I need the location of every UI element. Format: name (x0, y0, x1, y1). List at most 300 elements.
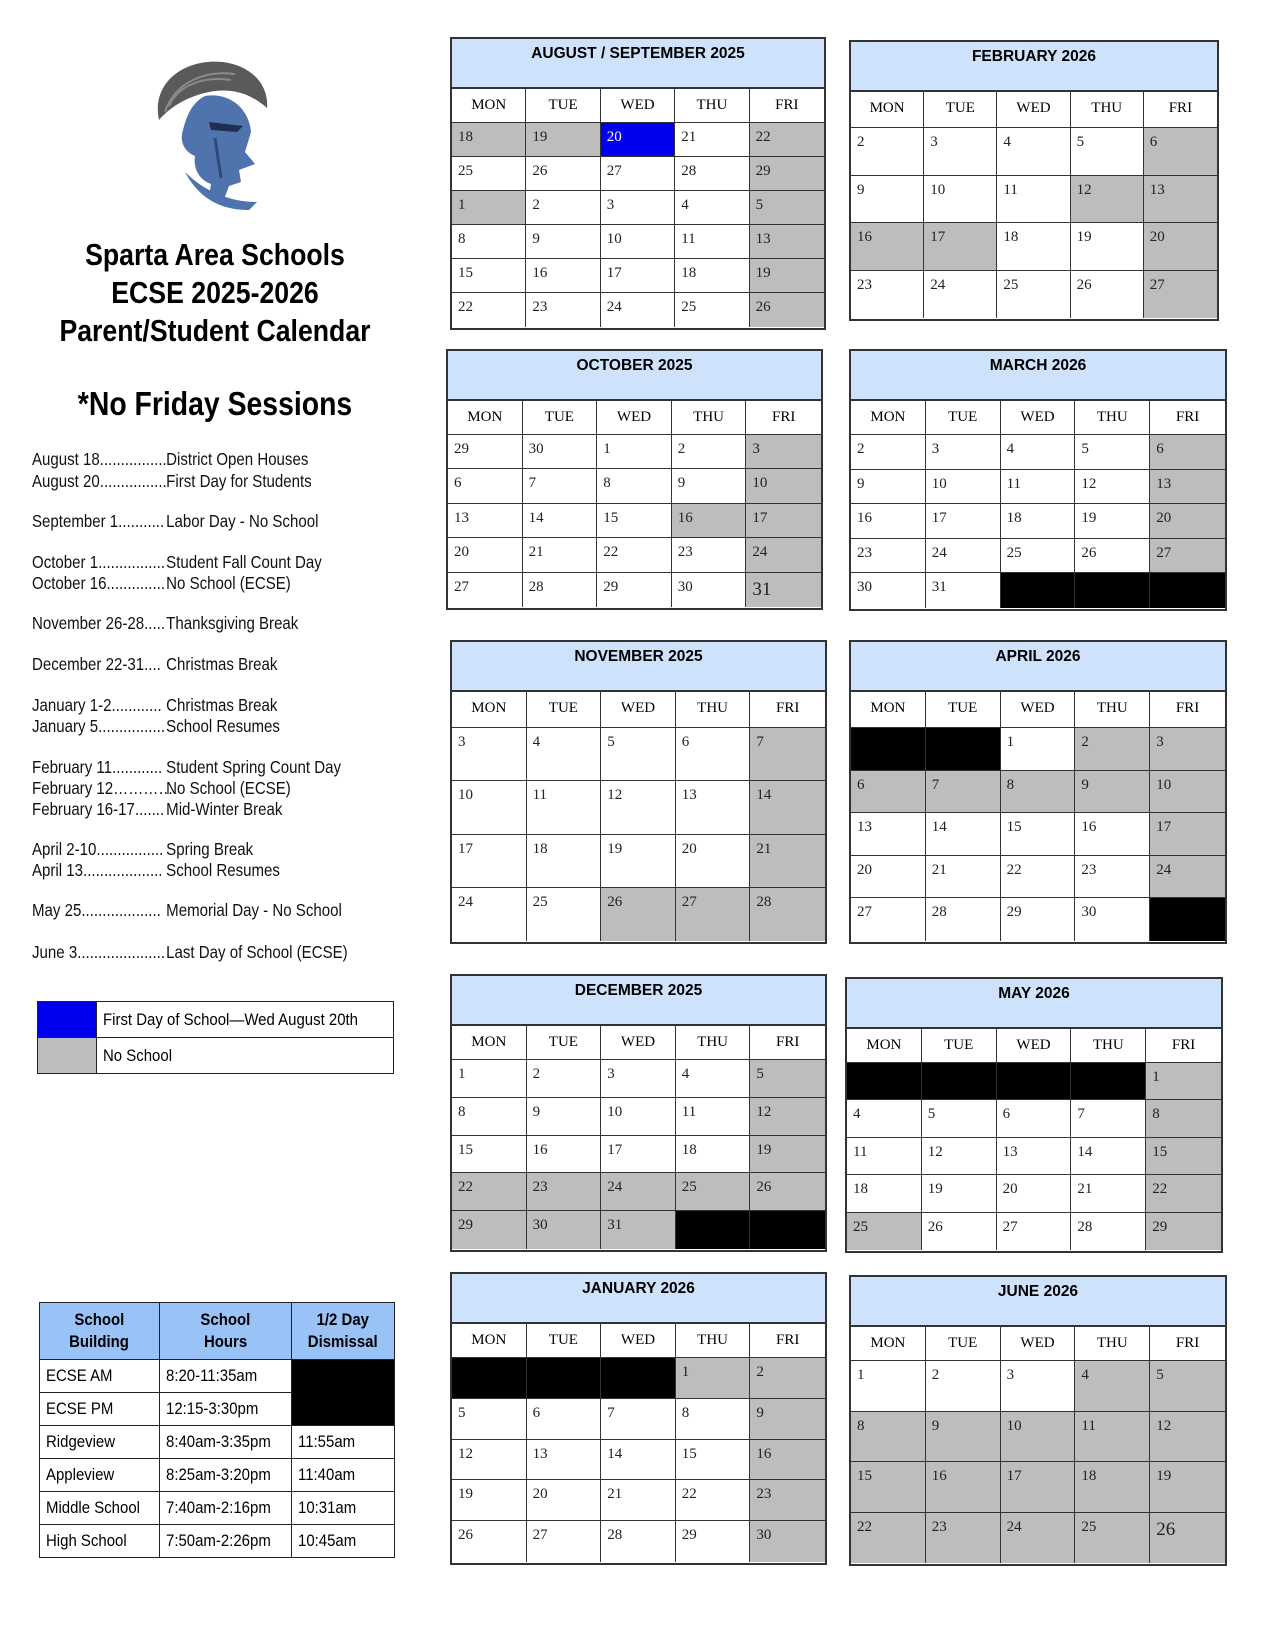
calendar-day: 18 (676, 1136, 751, 1174)
event-date: January 1-2 (32, 695, 112, 715)
calendar-day: 14 (523, 504, 598, 538)
legend-row (38, 1002, 394, 1038)
event-date: August 18 (32, 449, 100, 469)
event-leader-dots: ................ (98, 552, 166, 572)
calendar-day: 10 (601, 1098, 676, 1136)
weekday-header: MON (448, 401, 523, 435)
hours-cell (159, 1426, 291, 1459)
weekday-header: TUE (526, 89, 600, 123)
calendar-day: 27 (997, 1213, 1072, 1250)
calendar-day-blank (926, 728, 1001, 771)
calendar-dec (450, 974, 827, 1252)
calendar-day: 15 (851, 1462, 926, 1513)
calendar-day: 23 (851, 271, 924, 319)
header-half-day-dismissal (291, 1303, 394, 1360)
calendar-day: 23 (672, 538, 747, 572)
event-leader-dots: ............ (111, 695, 162, 715)
dismissal-cell (291, 1459, 394, 1492)
calendar-day: 31 (746, 573, 821, 607)
calendar-day: 30 (672, 573, 747, 607)
calendar-day: 10 (1001, 1412, 1076, 1463)
calendar-month-title: AUGUST / SEPTEMBER 2025 (452, 39, 824, 89)
calendar-day: 3 (926, 435, 1001, 470)
event-row (32, 695, 278, 716)
calendar-day: 15 (1146, 1138, 1221, 1175)
event-leader-dots: ................ (98, 716, 166, 736)
calendar-day: 14 (750, 781, 825, 834)
calendar-day: 26 (1150, 1513, 1225, 1564)
calendar-day: 2 (527, 1060, 602, 1098)
calendar-day: 30 (1075, 898, 1150, 941)
calendar-day: 10 (452, 781, 527, 834)
weekday-header: FRI (750, 1026, 825, 1060)
calendar-grid (452, 1324, 825, 1562)
calendar-day: 6 (1150, 435, 1225, 470)
calendar-day: 20 (1150, 504, 1225, 539)
calendar-day: 24 (926, 539, 1001, 574)
calendar-day: 19 (1150, 1462, 1225, 1513)
hours-value: 8:40am-3:35pm (165, 1432, 271, 1451)
weekday-header: MON (851, 1327, 926, 1361)
building-cell (40, 1459, 160, 1492)
calendar-day: 12 (601, 781, 676, 834)
calendar-day: 4 (1075, 1361, 1150, 1412)
hours-value: 8:25am-3:20pm (165, 1465, 271, 1484)
hours-cell (159, 1525, 291, 1558)
calendar-day: 5 (750, 191, 824, 225)
event-description: No School (ECSE) (166, 573, 291, 593)
event-leader-dots: ................ (99, 449, 167, 469)
calendar-day: 16 (851, 223, 924, 271)
weekday-header: THU (676, 1026, 751, 1060)
weekday-header: THU (1075, 692, 1150, 728)
weekday-header: TUE (527, 1324, 602, 1358)
calendar-day: 7 (601, 1399, 676, 1440)
dismissal-cell-blacked-out (291, 1360, 394, 1426)
event-description: No School (ECSE) (166, 778, 291, 798)
event-leader-dots: ................... (81, 900, 161, 920)
calendar-day: 27 (1150, 539, 1225, 574)
weekday-header: THU (676, 692, 751, 728)
calendar-day: 6 (448, 469, 523, 503)
weekday-header: WED (1001, 1327, 1076, 1361)
calendar-grid (851, 1327, 1225, 1563)
calendar-day: 4 (847, 1100, 922, 1137)
calendar-day: 31 (926, 573, 1001, 608)
calendar-day: 3 (601, 1060, 676, 1098)
calendar-day: 28 (926, 898, 1001, 941)
event-description: Memorial Day - No School (166, 900, 342, 920)
calendar-day: 19 (750, 1136, 825, 1174)
calendar-day: 2 (1075, 728, 1150, 771)
calendar-day: 1 (1146, 1063, 1221, 1100)
calendar-day: 20 (448, 538, 523, 572)
calendar-day: 9 (851, 176, 924, 224)
table-row (40, 1459, 395, 1492)
calendar-day: 29 (1001, 898, 1076, 941)
calendar-day: 23 (526, 293, 600, 327)
calendar-day: 17 (1001, 1462, 1076, 1513)
event-date: May 25 (32, 900, 82, 920)
legend-swatch-no-school (38, 1038, 97, 1074)
calendar-day: 24 (1150, 856, 1225, 899)
event-date: October 16 (32, 573, 107, 593)
building-cell (40, 1525, 160, 1558)
calendar-day: 19 (922, 1175, 997, 1212)
calendar-day: 5 (601, 728, 676, 781)
calendar-day: 4 (997, 128, 1070, 176)
building-cell (40, 1426, 160, 1459)
calendar-day: 11 (847, 1138, 922, 1175)
weekday-header: TUE (922, 1029, 997, 1063)
weekday-header: TUE (926, 692, 1001, 728)
legend-label-cell (97, 1038, 394, 1074)
calendar-day: 22 (452, 293, 526, 327)
calendar-day: 25 (676, 1173, 751, 1211)
calendar-day: 10 (746, 469, 821, 503)
event-date: January 5 (32, 716, 99, 736)
event-leader-dots: .... (144, 654, 161, 674)
calendar-day: 8 (1146, 1100, 1221, 1137)
event-row (32, 449, 309, 470)
event-date: December 22-31 (32, 654, 145, 674)
event-date: November 26-28 (32, 613, 145, 633)
calendar-day: 28 (1071, 1213, 1146, 1250)
weekday-header: THU (1071, 92, 1144, 128)
calendar-day: 28 (750, 888, 825, 941)
calendar-day: 27 (448, 573, 523, 607)
event-description: Christmas Break (166, 695, 278, 715)
calendar-day: 2 (526, 191, 600, 225)
calendar-day: 12 (922, 1138, 997, 1175)
calendar-grid (851, 401, 1225, 608)
calendar-day: 19 (526, 123, 600, 157)
calendar-day: 9 (526, 225, 600, 259)
event-date: February 11 (32, 757, 113, 777)
calendar-day: 16 (1075, 813, 1150, 856)
calendar-day: 9 (750, 1399, 825, 1440)
header-text: School (74, 1310, 125, 1329)
calendar-day: 15 (597, 504, 672, 538)
calendar-day-blank (676, 1211, 751, 1249)
calendar-day: 27 (676, 888, 751, 941)
calendar-day: 29 (1146, 1213, 1221, 1250)
header-text: Hours (203, 1332, 247, 1351)
calendar-day: 20 (851, 856, 926, 899)
calendar-month-title: JANUARY 2026 (452, 1274, 825, 1324)
building-name: Middle School (46, 1498, 140, 1517)
header-text: 1/2 Day (316, 1310, 370, 1329)
calendar-day: 19 (750, 259, 824, 293)
calendar-day: 11 (997, 176, 1070, 224)
weekday-header: MON (847, 1029, 922, 1063)
event-leader-dots: ………… (113, 778, 174, 798)
calendar-month-title: MARCH 2026 (851, 351, 1225, 401)
calendar-day: 16 (851, 504, 926, 539)
calendar-day: 27 (601, 157, 675, 191)
calendar-day: 14 (601, 1440, 676, 1481)
event-leader-dots: .............. (106, 573, 166, 593)
calendar-day: 29 (452, 1211, 527, 1249)
event-description: Thanksgiving Break (166, 613, 299, 633)
table-row (40, 1492, 395, 1525)
calendar-day: 13 (851, 813, 926, 856)
event-description: Last Day of School (ECSE) (166, 942, 348, 962)
calendar-day: 8 (597, 469, 672, 503)
event-date: February 12 (32, 778, 114, 798)
calendar-day: 1 (452, 191, 526, 225)
calendar-day: 20 (1144, 223, 1217, 271)
calendar-day: 3 (1150, 728, 1225, 771)
calendar-day-blank (527, 1358, 602, 1399)
calendar-day: 13 (676, 781, 751, 834)
calendar-day: 18 (527, 835, 602, 888)
calendar-day: 13 (448, 504, 523, 538)
calendar-day: 2 (672, 435, 747, 469)
event-row (32, 778, 291, 799)
calendar-day: 7 (523, 469, 598, 503)
event-description: Christmas Break (166, 654, 278, 674)
weekday-header: FRI (750, 692, 825, 728)
hours-cell (159, 1360, 291, 1393)
calendar-day-blank (922, 1063, 997, 1100)
calendar-day: 19 (601, 835, 676, 888)
event-date: April 13 (32, 860, 84, 880)
calendar-day: 18 (1075, 1462, 1150, 1513)
calendar-day: 29 (676, 1521, 751, 1562)
calendar-day: 5 (1071, 128, 1144, 176)
calendar-day: 21 (675, 123, 749, 157)
calendar-day: 16 (527, 1136, 602, 1174)
weekday-header: TUE (926, 1327, 1001, 1361)
calendar-day: 22 (676, 1480, 751, 1521)
calendar-day-blank (997, 1063, 1072, 1100)
calendar-day: 8 (452, 1098, 527, 1136)
calendar-day: 24 (452, 888, 527, 941)
event-description: Spring Break (166, 839, 254, 859)
calendar-day: 11 (676, 1098, 751, 1136)
calendar-day: 30 (527, 1211, 602, 1249)
dismissal-cell (291, 1525, 394, 1558)
calendar-day: 17 (924, 223, 997, 271)
calendar-day: 22 (750, 123, 824, 157)
calendar-jan (450, 1272, 827, 1565)
calendar-day: 13 (997, 1138, 1072, 1175)
page-title (43, 236, 387, 350)
calendar-day-blank (1001, 573, 1076, 608)
calendar-day-blank (851, 728, 926, 771)
calendar-day: 16 (750, 1440, 825, 1481)
calendar-jun (849, 1275, 1227, 1566)
weekday-header: MON (851, 92, 924, 128)
calendar-day: 9 (1075, 771, 1150, 814)
calendar-day: 14 (926, 813, 1001, 856)
calendar-day: 17 (926, 504, 1001, 539)
calendar-day: 11 (1075, 1412, 1150, 1463)
weekday-header: FRI (1150, 692, 1225, 728)
calendar-day: 18 (997, 223, 1070, 271)
calendar-day: 15 (676, 1440, 751, 1481)
calendar-day: 25 (452, 157, 526, 191)
calendar-mar (849, 349, 1227, 611)
weekday-header: MON (452, 89, 526, 123)
calendar-day: 6 (676, 728, 751, 781)
weekday-header: THU (672, 401, 747, 435)
legend-label-cell (97, 1002, 394, 1038)
weekday-header: WED (997, 92, 1070, 128)
calendar-day: 11 (675, 225, 749, 259)
calendar-day: 5 (922, 1100, 997, 1137)
calendar-grid (452, 692, 825, 941)
calendar-day: 3 (601, 191, 675, 225)
calendar-day: 15 (452, 1136, 527, 1174)
table-row (40, 1360, 395, 1393)
title-program-year: ECSE 2025-2026 (111, 275, 319, 310)
weekday-header: WED (601, 89, 675, 123)
weekday-header: FRI (750, 1324, 825, 1358)
calendar-day: 13 (750, 225, 824, 259)
weekday-header: THU (675, 89, 749, 123)
calendar-day: 28 (523, 573, 598, 607)
weekday-header: MON (452, 692, 527, 728)
calendar-day: 17 (601, 259, 675, 293)
calendar-day-blank (750, 1211, 825, 1249)
calendar-day: 6 (851, 771, 926, 814)
calendar-day: 21 (523, 538, 598, 572)
weekday-header: THU (1075, 401, 1150, 435)
weekday-header: MON (851, 692, 926, 728)
calendar-augsep (450, 37, 826, 330)
event-date: June 3 (32, 942, 78, 962)
header-school-building (40, 1303, 160, 1360)
calendar-day: 21 (1071, 1175, 1146, 1212)
calendar-day: 17 (452, 835, 527, 888)
building-name: High School (46, 1531, 127, 1550)
hours-header-row (40, 1303, 395, 1360)
event-row (32, 799, 283, 820)
event-leader-dots: ..................... (77, 942, 166, 962)
spartan-helmet-icon (145, 52, 275, 220)
calendar-day: 21 (926, 856, 1001, 899)
building-cell (40, 1492, 160, 1525)
calendar-day: 24 (924, 271, 997, 319)
header-text: Building (69, 1332, 130, 1351)
calendar-day: 1 (597, 435, 672, 469)
no-friday-notice: *No Friday Sessions (77, 385, 353, 422)
weekday-header: WED (1001, 692, 1076, 728)
legend (37, 1001, 394, 1074)
calendar-day: 26 (922, 1213, 997, 1250)
calendar-day: 11 (527, 781, 602, 834)
calendar-day: 27 (1144, 271, 1217, 319)
calendar-day: 3 (1001, 1361, 1076, 1412)
calendar-day: 19 (452, 1480, 527, 1521)
calendar-grid (847, 1029, 1221, 1250)
calendar-day: 28 (675, 157, 749, 191)
legend-label-first-day: First Day of School—Wed August 20th (103, 1009, 359, 1029)
weekday-header: MON (452, 1324, 527, 1358)
calendar-day: 6 (1144, 128, 1217, 176)
calendar-day: 29 (597, 573, 672, 607)
calendar-day: 10 (1150, 771, 1225, 814)
calendar-day: 18 (452, 123, 526, 157)
calendar-day-blank (847, 1063, 922, 1100)
calendar-day: 20 (997, 1175, 1072, 1212)
event-row (32, 613, 299, 634)
calendar-day: 8 (1001, 771, 1076, 814)
weekday-header: TUE (527, 692, 602, 728)
event-description: Labor Day - No School (166, 511, 319, 531)
event-leader-dots: ................ (96, 839, 164, 859)
calendar-day: 26 (1075, 539, 1150, 574)
calendar-day: 15 (1001, 813, 1076, 856)
calendar-day: 12 (1071, 176, 1144, 224)
dismissal-cell (291, 1426, 394, 1459)
title-school-name: Sparta Area Schools (85, 237, 345, 272)
calendar-month-title: OCTOBER 2025 (448, 351, 821, 401)
calendar-day-blank (1150, 898, 1225, 941)
calendar-day: 27 (527, 1521, 602, 1562)
calendar-day: 19 (1075, 504, 1150, 539)
calendar-day: 20 (676, 835, 751, 888)
header-text: Dismissal (307, 1332, 378, 1351)
calendar-day: 24 (746, 538, 821, 572)
calendar-day: 8 (676, 1399, 751, 1440)
calendar-day: 3 (746, 435, 821, 469)
calendar-day: 30 (851, 573, 926, 608)
weekday-header: TUE (924, 92, 997, 128)
calendar-day: 9 (926, 1412, 1001, 1463)
event-description: School Resumes (166, 860, 280, 880)
hours-value: 7:40am-2:16pm (165, 1498, 271, 1517)
weekday-header: WED (601, 692, 676, 728)
calendar-day-blank (452, 1358, 527, 1399)
event-date: April 2-10 (32, 839, 97, 859)
weekday-header: THU (1071, 1029, 1146, 1063)
event-date: February 16-17 (32, 799, 135, 819)
weekday-header: WED (597, 401, 672, 435)
calendar-month-title: NOVEMBER 2025 (452, 642, 825, 692)
event-leader-dots: ..... (144, 613, 166, 633)
legend-row (38, 1038, 394, 1074)
calendar-apr (849, 640, 1227, 944)
calendar-day: 5 (1075, 435, 1150, 470)
calendar-month-title: DECEMBER 2025 (452, 976, 825, 1026)
building-name: Ridgeview (46, 1432, 116, 1451)
calendar-day: 7 (1071, 1100, 1146, 1137)
calendar-day: 16 (926, 1462, 1001, 1513)
calendar-day: 22 (1001, 856, 1076, 899)
calendar-day: 11 (1001, 470, 1076, 505)
calendar-day: 4 (676, 1060, 751, 1098)
event-leader-dots: ........... (118, 511, 165, 531)
calendar-day: 4 (1001, 435, 1076, 470)
event-row (32, 839, 254, 860)
calendar-day: 23 (750, 1480, 825, 1521)
calendar-day: 22 (851, 1513, 926, 1564)
calendar-grid (851, 92, 1217, 318)
calendar-day: 25 (997, 271, 1070, 319)
calendar-day-blank (601, 1358, 676, 1399)
calendar-nov (450, 640, 827, 944)
hours-cell (159, 1393, 291, 1426)
calendar-grid (851, 692, 1225, 941)
calendar-day: 26 (526, 157, 600, 191)
calendar-day: 4 (675, 191, 749, 225)
calendar-day: 9 (527, 1098, 602, 1136)
calendar-day: 20 (527, 1480, 602, 1521)
dismissal-cell (291, 1492, 394, 1525)
